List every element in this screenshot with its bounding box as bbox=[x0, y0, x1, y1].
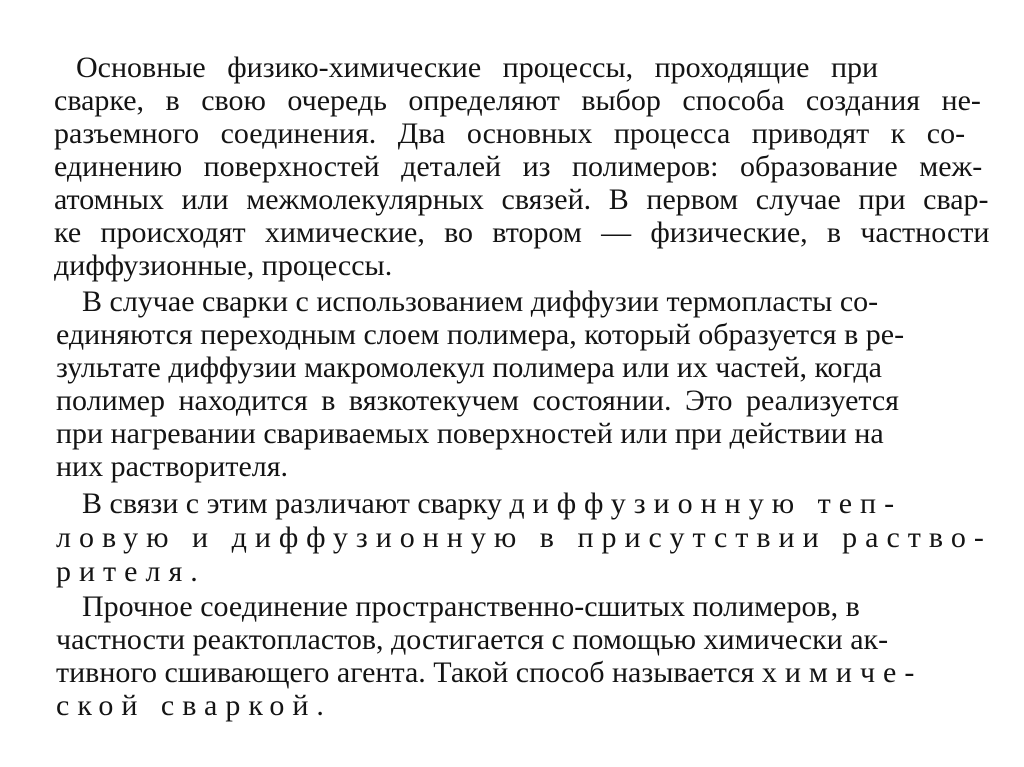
paragraph-1-line-5: атомных или межмолекулярных связей. В первом случае при свар- bbox=[54, 183, 989, 216]
paragraph-1-line-6: ке происходят химические, во втором — физические, в частности bbox=[54, 216, 990, 249]
paragraph-2-line-2: единяются переходным слоем полимера, который образуется в ре- bbox=[56, 318, 905, 351]
paragraph-1-line-1: Основные физико-химические процессы, проходящие при bbox=[76, 51, 879, 84]
paragraph-4-line-2-normal: частности реактопластов, достигается с помощью химически ак- bbox=[56, 623, 889, 656]
paragraph-3-line-1-normal: В связи с этим различают сварку bbox=[82, 487, 510, 520]
paragraph-1-line-3: разъемного соединения. Два основных процесса приводят к со- bbox=[54, 117, 966, 150]
paragraph-3-line-3-spaced: рителя. bbox=[56, 555, 206, 588]
paragraph-1-line-2: сварке, в свою очередь определяют выбор способа создания не- bbox=[54, 84, 981, 117]
paragraph-4-line-4 bbox=[56, 689, 332, 723]
paragraph-2-line-1: В случае сварки с использованием диффузии термопласты со- bbox=[82, 285, 879, 318]
paragraph-1-line-4: единению поверхностей деталей из полимеров: образование меж- bbox=[54, 150, 983, 183]
paragraph-3-line-2-spaced: ловую и диффузионную в присутствии раство- bbox=[56, 521, 992, 554]
paragraph-3-line-1 bbox=[82, 487, 902, 521]
paragraph-4-line-1-normal: Прочное соединение пространственно-сшитых полимеров, в bbox=[82, 590, 860, 623]
paragraph-1-line-7: диффузионные, процессы. bbox=[54, 249, 393, 282]
paragraph-3-line-3 bbox=[56, 555, 206, 589]
paragraph-2-line-3: зультате диффузии макромолекул полимера или их частей, когда bbox=[56, 351, 882, 384]
paragraph-4-line-2 bbox=[56, 623, 888, 657]
paragraph-4-line-4-spaced: ской сваркой. bbox=[56, 689, 332, 722]
paragraph-4-line-3 bbox=[56, 656, 922, 690]
paragraph-3-line-1-spaced: диффузионную теп- bbox=[509, 487, 903, 520]
paragraph-4-line-3-normal: тивного сшивающего агента. Такой способ называется bbox=[56, 656, 762, 689]
paragraph-2-line-6: них растворителя. bbox=[56, 450, 289, 483]
paragraph-4-line-3-spaced: химиче- bbox=[761, 656, 923, 689]
paragraph-3-line-2 bbox=[56, 521, 992, 555]
paragraph-2-line-4: полимер находится в вязкотекучем состоянии. Это реализуется bbox=[56, 384, 899, 417]
paragraph-4-line-1 bbox=[82, 590, 860, 624]
paragraph-2-line-5: при нагревании свариваемых поверхностей или при действии на bbox=[56, 417, 884, 450]
